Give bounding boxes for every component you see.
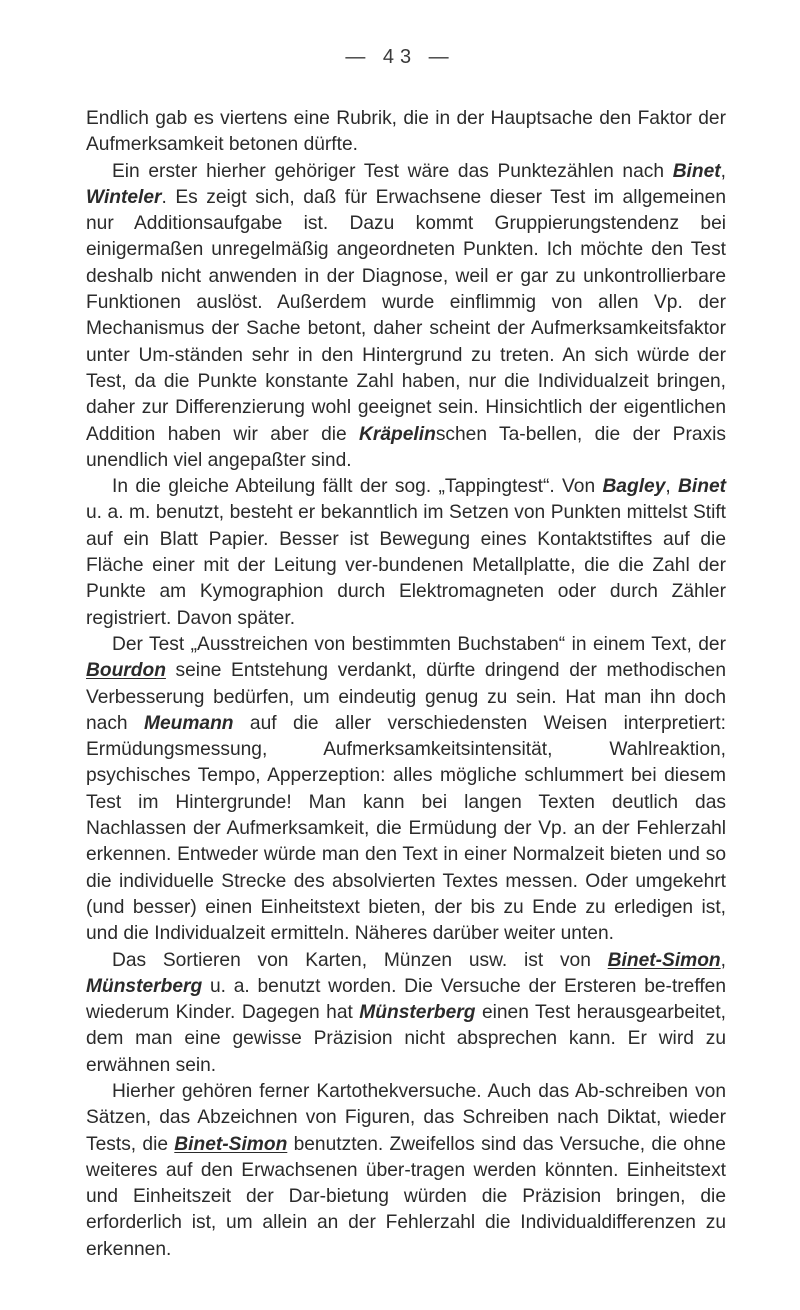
text-run: Das Sortieren von Karten, Münzen usw. ist von xyxy=(112,949,608,971)
author-name: Meumann xyxy=(143,712,234,734)
author-name: Binet xyxy=(678,476,726,498)
page-body xyxy=(86,106,726,1263)
paragraph xyxy=(86,474,726,632)
author-name: Binet-Simon xyxy=(174,1133,288,1155)
author-name: Münsterberg xyxy=(359,1002,476,1024)
page-number: — 43 — xyxy=(345,46,455,68)
text-run: seine Entstehung verdankt, dürfte dringend der methodischen Verbesserung bedürfen, um eindeutig genug zu sein. Hat man ihn doch nach xyxy=(86,660,726,734)
text-run: , xyxy=(720,949,726,971)
text-run: , xyxy=(720,160,726,182)
text-run: . Es zeigt sich, daß für Erwachsene dieser Test im allgemeinen nur Additionsaufgabe ist. Dazu kommt Gruppierungstendenz bei einigermaßen unregelmäßig angeordneten Punkten. Ich möchte den Test deshalb nicht anwenden in der Diagnose, weil er gar zu unkontrollierbare Funktionen auslöst. Außerdem wurde einflimmig von allen Vp. der Mechanismus der Sache betont, daher scheint der Aufmerksamkeitsfaktor unter Um-ständen sehr in den Hintergrund zu treten. An sich würde der Test, da die Punkte konstante Zahl haben, nur die Individualzeit bringen, daher zur Differenzierung wohl geeignet sein. Hinsichtlich der eigentlichen Addition haben wir aber die xyxy=(86,186,726,445)
text-run: u. a. benutzt worden. Die Versuche der Ersteren be-treffen wiederum Kinder. Dagegen hat xyxy=(86,975,726,1024)
text-run: , xyxy=(665,476,679,498)
author-name: Bagley xyxy=(602,476,666,498)
paragraph xyxy=(86,948,726,1079)
text-run: u. a. m. benutzt, besteht er bekanntlich im Setzen von Punkten mittelst Stift auf ein Blatt Papier. Besser ist Bewegung eines Kontaktstiftes auf die Fläche einer mit der Leitung ver-bundenen Metallplatte, die die Zahl der Punkte am Kymographion durch Elektromagneten oder durch Zähler registriert. Davon später. xyxy=(86,502,726,629)
text-run: benutzten. Zweifellos sind das Versuche, die ohne weiteres auf den Erwachsenen über-tragen werden könnten. Einheitstext und Einheitszeit der Dar-bietung würden die Präzision bringen, die erforderlich ist, um allein an der Fehlerzahl die Individualdifferenzen zu erkennen. xyxy=(86,1133,726,1260)
text-run: Hierher gehören ferner Kartothekversuche. Auch das Ab-schreiben von Sätzen, das Abzeichnen von Figuren, das Schreiben nach Diktat, wieder Tests, die xyxy=(86,1080,726,1155)
text-run: Endlich gab es viertens eine Rubrik, die in der Hauptsache den Faktor der Aufmerksamkeit betonen dürfte. xyxy=(86,108,726,156)
text-run: einen Test herausgearbeitet, dem man eine gewisse Präzision nicht absprechen kann. Er wird zu erwähnen sein. xyxy=(86,1002,726,1076)
text-run: Der Test „Ausstreichen von bestimmten Buchstaben“ in einem Text, der xyxy=(112,633,726,655)
author-name: Winteler xyxy=(86,186,162,208)
paragraph xyxy=(86,1079,726,1263)
author-name: Binet xyxy=(672,160,721,182)
author-name: Bourdon xyxy=(86,660,166,682)
text-run: In die gleiche Abteilung fällt der sog. „Tappingtest“. Von xyxy=(112,476,603,498)
text-run: schen Ta-bellen, die der Praxis unendlich viel angepaßter sind. xyxy=(86,423,726,471)
text-run: auf die aller verschiedensten Weisen interpretiert: Ermüdungsmessung, Aufmerksamkeitsintensität, Wahlreaktion, psychisches Tempo, Apperzeption: alles mögliche schlummert bei diesem Test im Hintergrunde! Man kann bei langen Texten deutlich das Nachlassen der Aufmerksamkeit, die Ermüdung der Vp. an der Fehlerzahl erkennen. Entweder würde man den Text in einer Normalzeit bieten und so die individuelle Strecke des absolvierten Textes messen. Oder umgekehrt (und besser) einen Einheitstext bieten, der bis zu Ende zu erledigen ist, und die Individualzeit ermitteln. Näheres darüber weiter unten. xyxy=(86,712,726,945)
paragraph xyxy=(86,106,726,159)
paragraph xyxy=(86,159,726,475)
author-name: Kräpelin xyxy=(359,423,436,445)
author-name: Binet-Simon xyxy=(607,949,721,971)
paragraph xyxy=(86,632,726,948)
text-run: Ein erster hierher gehöriger Test wäre das Punktezählen nach xyxy=(112,160,673,182)
author-name: Münsterberg xyxy=(86,975,203,997)
